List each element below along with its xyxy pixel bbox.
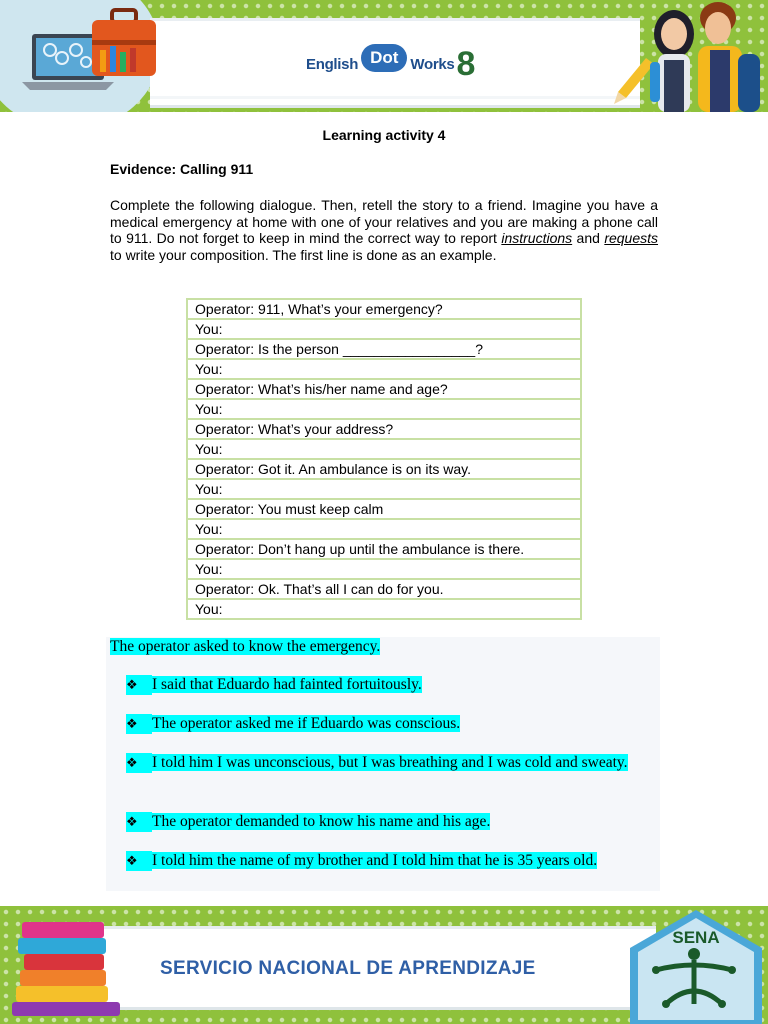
dialogue-row: You:	[188, 558, 580, 578]
dialogue-row: Operator: What’s his/her name and age?	[188, 378, 580, 398]
sena-logo-icon	[626, 908, 766, 1024]
story-bullet-text: I told him I was unconscious, but I was breathing and I was cold and sweaty.	[152, 754, 628, 771]
story-bullet-text: I said that Eduardo had fainted fortuitously.	[152, 676, 422, 693]
page-title: Learning activity 4	[322, 127, 446, 143]
dialogue-row: Operator: Got it. An ambulance is on its way.	[188, 458, 580, 478]
logo-english-text: English	[306, 55, 359, 73]
dialogue-row: You:	[188, 518, 580, 538]
diamond-bullet-icon: ❖	[126, 714, 152, 734]
dialogue-row: Operator: 911, What’s your emergency?	[195, 301, 443, 317]
dialogue-table	[186, 298, 582, 620]
footer-title: SERVICIO NACIONAL DE APRENDIZAJE	[160, 958, 536, 979]
story-bullet	[126, 675, 658, 695]
dialogue-row: Operator: Is the person _________________?	[188, 338, 580, 358]
students-illustration	[612, 0, 768, 112]
intro-text-2: to write your composition. The first line is done as an example.	[110, 246, 497, 263]
story-bullet	[126, 753, 658, 773]
diamond-bullet-icon: ❖	[126, 753, 152, 773]
books-icon	[8, 912, 126, 1020]
dialogue-row: You:	[188, 398, 580, 418]
logo-works-text: Works	[410, 55, 455, 73]
dialogue-row: You:	[188, 318, 580, 338]
dialogue-row: You:	[188, 478, 580, 498]
story-bullet	[126, 812, 658, 832]
requests-word: requests	[604, 230, 659, 246]
header-banner	[0, 0, 768, 112]
logo-number: 8	[456, 45, 476, 83]
intro-text-1: Complete the following dialogue. Then, retell the story to a friend. Imagine you have a medical emergency at home with one of your relatives and you are making a phone call to 911. Do not forget to keep in mind the correct way to report	[110, 197, 658, 246]
diamond-bullet-icon: ❖	[126, 812, 152, 832]
story-answer	[106, 637, 660, 891]
dialogue-row: You:	[188, 358, 580, 378]
instructions-word: instructions	[501, 230, 573, 246]
dialogue-row: Operator: What’s your address?	[188, 418, 580, 438]
logo-dot-text: Dot	[361, 44, 407, 72]
dialogue-row: You:	[188, 598, 580, 618]
instructions-paragraph	[110, 197, 658, 263]
intro-and: and	[572, 230, 605, 246]
dialogue-row: Operator: Ok. That’s all I can do for you.	[188, 578, 580, 598]
story-bullet-text: I told him the name of my brother and I told him that he is 35 years old.	[152, 852, 598, 869]
briefcase-icon	[88, 6, 158, 82]
evidence-heading: Evidence: Calling 911	[110, 161, 254, 177]
diamond-bullet-icon: ❖	[126, 675, 152, 695]
story-bullet	[126, 851, 658, 871]
diamond-bullet-icon: ❖	[126, 851, 152, 871]
story-bullet-text: The operator demanded to know his name and his age.	[152, 813, 491, 830]
english-dot-works-logo	[306, 44, 475, 84]
dialogue-row: Operator: You must keep calm	[188, 498, 580, 518]
story-bullet-text: The operator asked me if Eduardo was conscious.	[152, 715, 461, 732]
dialogue-row: Operator: Don’t hang up until the ambulance is there.	[188, 538, 580, 558]
story-intro	[110, 637, 380, 657]
footer-banner	[0, 906, 768, 1024]
story-intro-text: The operator asked to know the emergency.	[110, 638, 381, 655]
dialogue-row: You:	[188, 438, 580, 458]
sena-logo-text: SENA	[672, 928, 720, 947]
story-bullet	[126, 714, 658, 734]
